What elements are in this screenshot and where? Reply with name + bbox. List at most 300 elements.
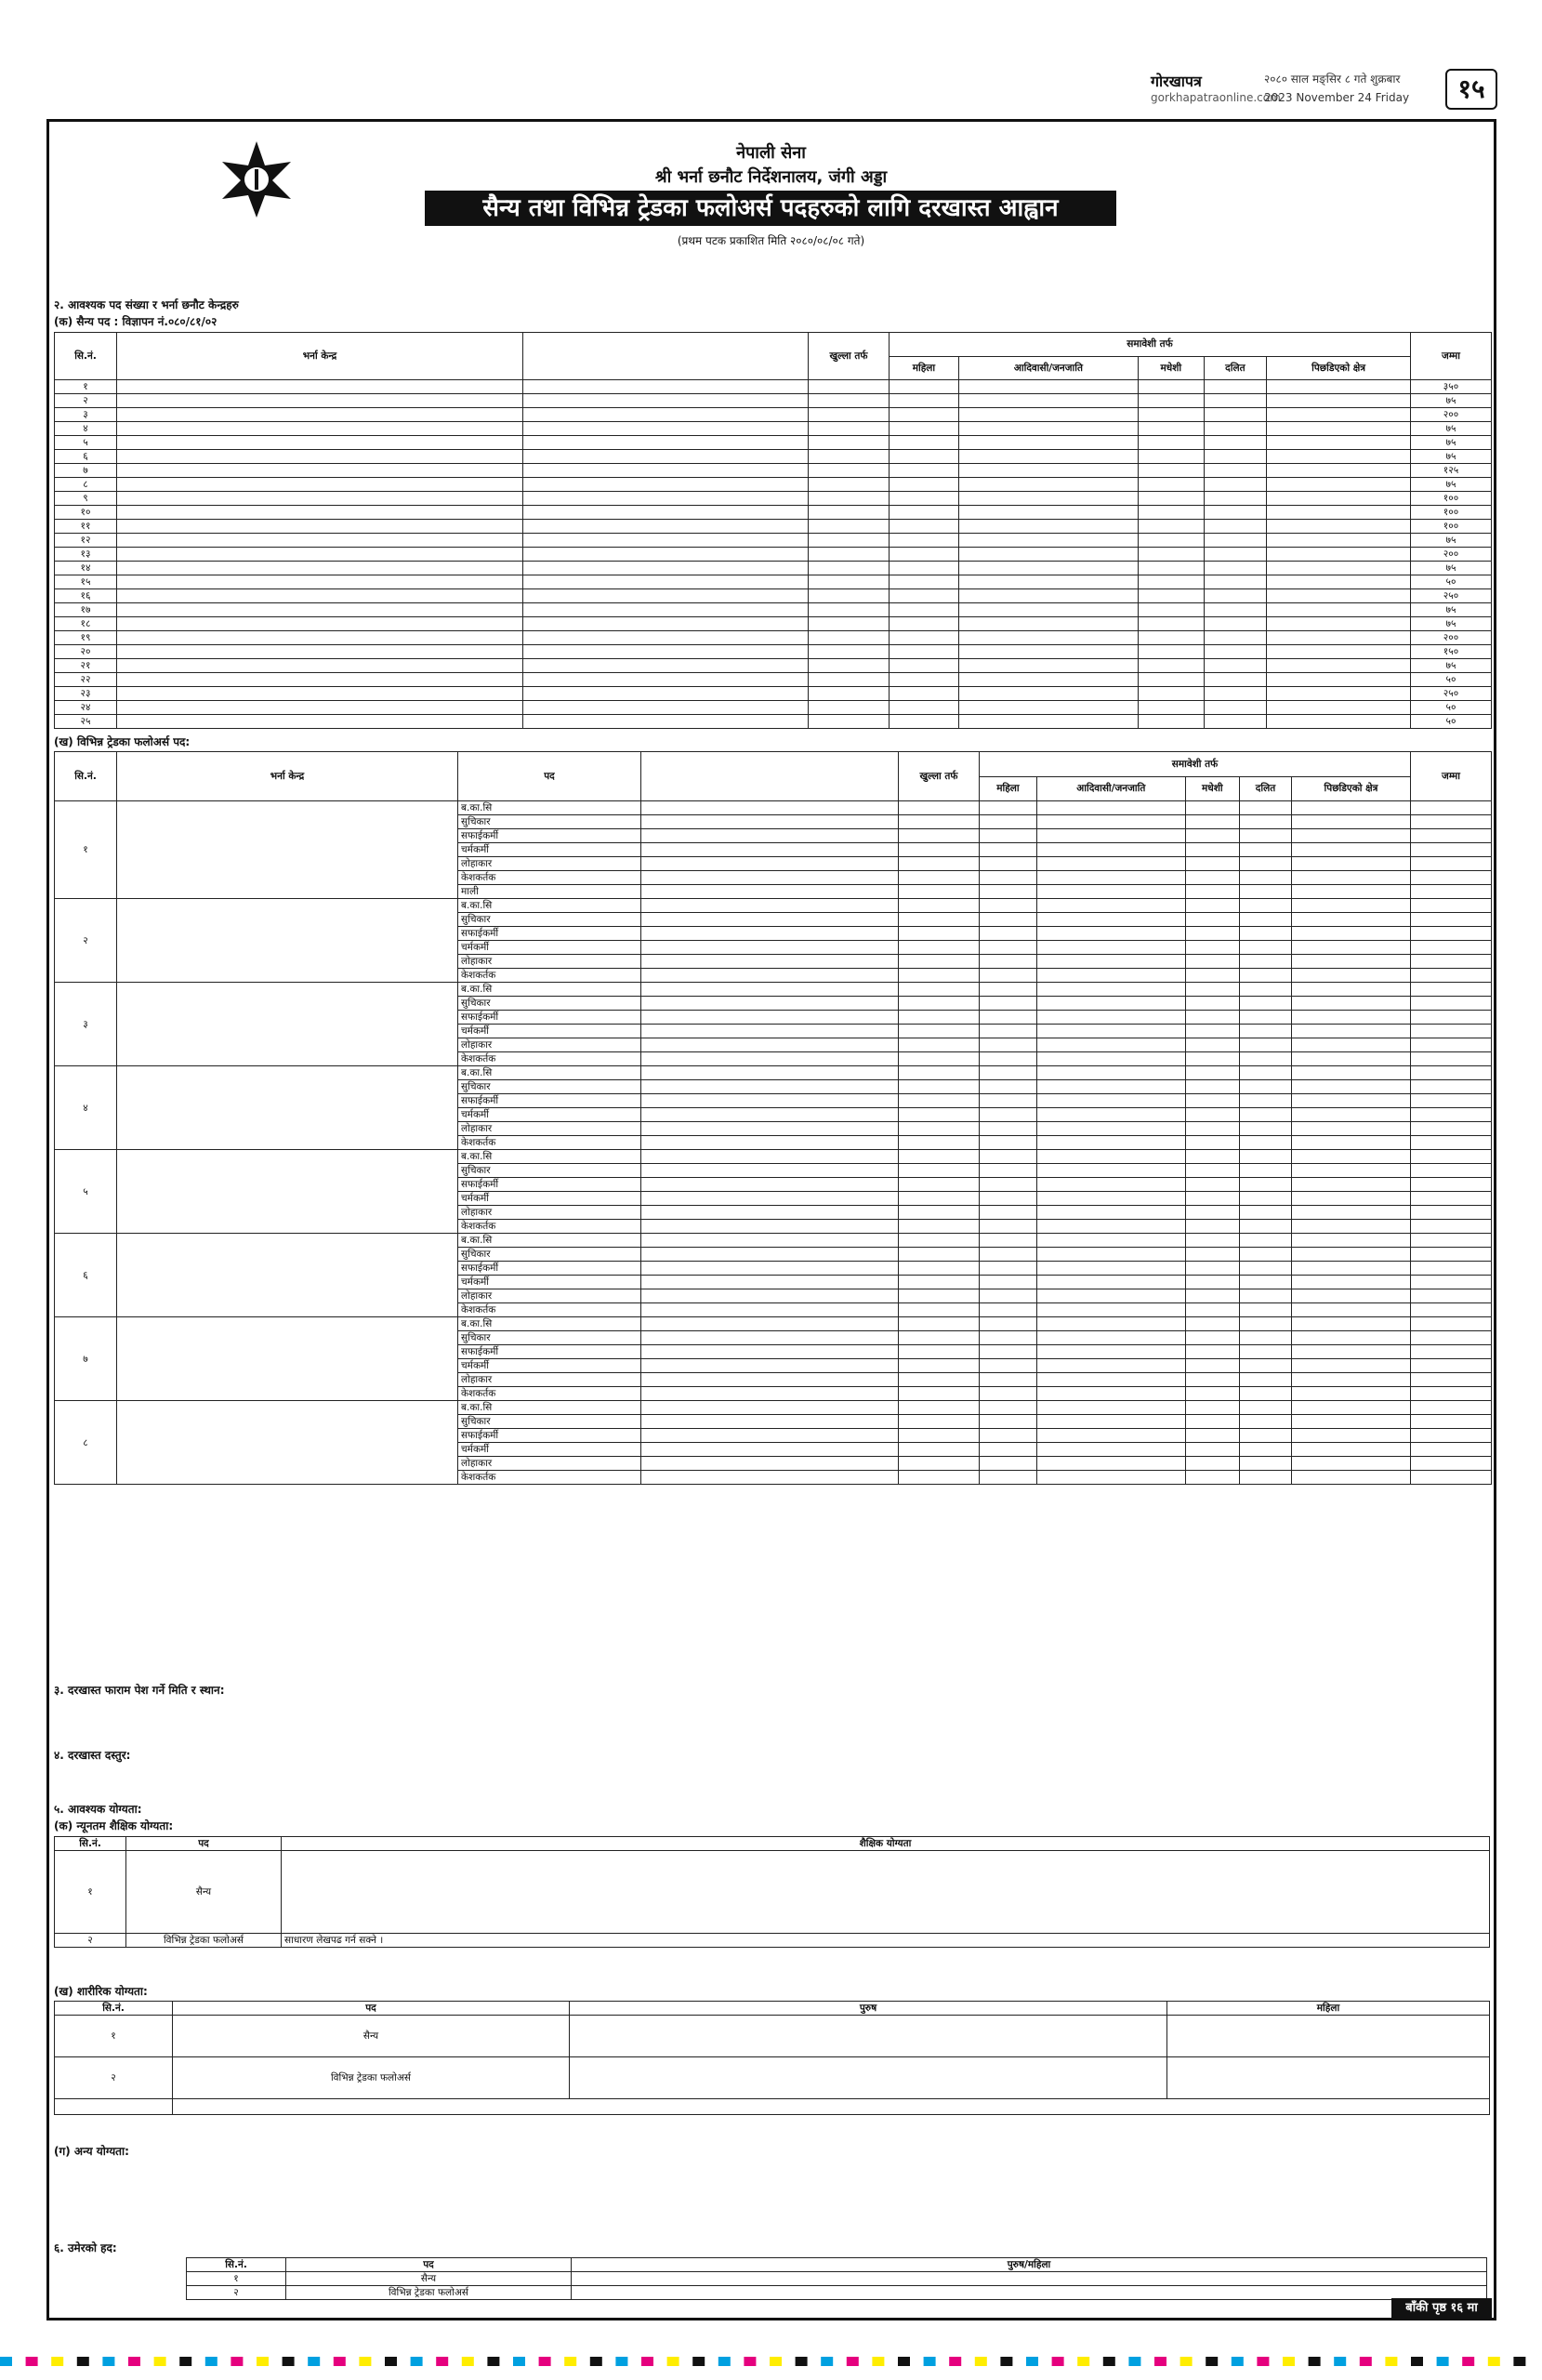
table-cell: [958, 548, 1138, 562]
center-sn: २: [55, 899, 117, 983]
table-cell: [1291, 1108, 1410, 1122]
table-cell: [1411, 969, 1492, 983]
phys-row2-female: [1167, 2057, 1490, 2099]
table-cell: [641, 1317, 899, 1331]
table-cell: [1411, 1248, 1492, 1262]
table-cell: [117, 506, 523, 520]
table-cell: [1139, 450, 1205, 464]
table-cell: २१: [55, 659, 117, 673]
table-cell: [1267, 492, 1411, 506]
color-swatch: [1206, 2357, 1218, 2366]
table-cell: [523, 673, 809, 687]
table-cell: [641, 1471, 899, 1485]
table-cell: ८: [55, 478, 117, 492]
table-cell: [1291, 1345, 1410, 1359]
color-swatch: [744, 2357, 756, 2366]
table-cell: [980, 1066, 1037, 1080]
table-cell: ७५: [1411, 436, 1492, 450]
table-cell: [980, 1094, 1037, 1108]
table-cell: [980, 1289, 1037, 1303]
table-cell: [958, 631, 1138, 645]
table-cell: [899, 1387, 980, 1401]
table-cell: [1411, 1457, 1492, 1471]
table-cell: [523, 464, 809, 478]
table-cell: [809, 687, 890, 701]
table-cell: [1139, 506, 1205, 520]
table-cell: [899, 1011, 980, 1025]
th2-post: पद: [458, 752, 641, 801]
color-swatch: [102, 2357, 114, 2366]
table-cell: [1204, 422, 1267, 436]
th2-martyr-family: [641, 752, 899, 801]
table-cell: [117, 562, 523, 575]
table-cell: [890, 534, 959, 548]
table-cell: [890, 408, 959, 422]
table-cell: [1411, 829, 1492, 843]
table-cell: [1139, 645, 1205, 659]
table-cell: [1411, 1011, 1492, 1025]
table-cell: [1036, 1011, 1185, 1025]
table-cell: [1411, 1150, 1492, 1164]
edu-row1-qual: [282, 1851, 1490, 1934]
table-cell: [117, 631, 523, 645]
color-swatch: [872, 2357, 884, 2366]
table-cell: [890, 436, 959, 450]
table-cell: [1204, 687, 1267, 701]
phys-row1-male: [570, 2016, 1167, 2057]
table-cell: [890, 464, 959, 478]
table-cell: [1411, 843, 1492, 857]
table-cell: [980, 843, 1037, 857]
table-cell: [1204, 436, 1267, 450]
table-cell: [899, 1052, 980, 1066]
org-name: नेपाली सेना: [736, 143, 806, 163]
table-row: [55, 673, 1492, 687]
table-cell: [641, 1220, 899, 1234]
table-cell: [899, 843, 980, 857]
table-cell: [899, 1276, 980, 1289]
qual-edu-heading: (क) न्यूनतम शैक्षिक योग्यता:: [54, 1819, 174, 1832]
table-cell: [899, 1373, 980, 1387]
center-name: [117, 1234, 458, 1317]
table-cell: १३: [55, 548, 117, 562]
table-row: [55, 631, 1492, 645]
table-cell: [809, 478, 890, 492]
table-cell: [899, 1401, 980, 1415]
table-cell: [1291, 1373, 1410, 1387]
post-name: सुचिकार: [458, 1164, 641, 1178]
th-phys-post: पद: [173, 2002, 570, 2016]
table-cell: १९: [55, 631, 117, 645]
post-name: सफाईकर्मी: [458, 1011, 641, 1025]
table-cell: [1240, 955, 1292, 969]
color-swatch: [308, 2357, 320, 2366]
table-cell: [1240, 1136, 1292, 1150]
table-cell: [1291, 1038, 1410, 1052]
th-sn: सि.नं.: [55, 333, 117, 380]
table-cell: [1185, 1429, 1239, 1443]
table-cell: [980, 1401, 1037, 1415]
table-cell: [890, 548, 959, 562]
table-cell: [1036, 899, 1185, 913]
age-row2-post: विभिन्न ट्रेडका फलोअर्स: [286, 2286, 572, 2300]
table-row: [55, 1234, 1492, 1248]
table-cell: [1411, 1234, 1492, 1248]
center-sn: ३: [55, 983, 117, 1066]
table-cell: [980, 969, 1037, 983]
table-cell: [641, 1248, 899, 1262]
color-swatch: [770, 2357, 782, 2366]
dept-name: श्री भर्ना छनौट निर्देशनालय, जंगी अड्डा: [654, 167, 888, 187]
post-name: केशकर्तक: [458, 1052, 641, 1066]
table-cell: [1411, 997, 1492, 1011]
table-cell: ५०: [1411, 715, 1492, 729]
table-cell: [1036, 1080, 1185, 1094]
table-cell: [899, 1066, 980, 1080]
table-cell: [523, 408, 809, 422]
table-cell: [523, 394, 809, 408]
table-cell: [1291, 1052, 1410, 1066]
table-cell: [1240, 815, 1292, 829]
phys-row1-sn: १: [55, 2016, 173, 2057]
table-cell: [641, 857, 899, 871]
table-cell: [1291, 1359, 1410, 1373]
post-name: चर्मकर्मी: [458, 941, 641, 955]
table-cell: [641, 1052, 899, 1066]
table-cell: [1139, 436, 1205, 450]
center-sn: ५: [55, 1150, 117, 1234]
center-name: [117, 1401, 458, 1485]
table-cell: [958, 408, 1138, 422]
table-cell: [1204, 589, 1267, 603]
table-cell: [1185, 1331, 1239, 1345]
table-cell: [980, 1122, 1037, 1136]
table-row: [55, 1317, 1492, 1331]
table-cell: १०: [55, 506, 117, 520]
table-cell: [809, 589, 890, 603]
table-cell: [899, 899, 980, 913]
center-name: [117, 1150, 458, 1234]
table-cell: [1139, 575, 1205, 589]
table-cell: [1240, 1206, 1292, 1220]
table-cell: [1204, 673, 1267, 687]
table-cell: [1291, 1471, 1410, 1485]
table-cell: [1411, 1038, 1492, 1052]
table-cell: [1185, 843, 1239, 857]
table-cell: [1291, 843, 1410, 857]
table-cell: [958, 394, 1138, 408]
table-cell: १२५: [1411, 464, 1492, 478]
table-cell: [1267, 380, 1411, 394]
table-cell: [958, 380, 1138, 394]
th2-total: जम्मा: [1411, 752, 1492, 801]
table-cell: [1267, 436, 1411, 450]
th-sub-3: दलित: [1204, 356, 1267, 380]
table-cell: [641, 1373, 899, 1387]
table-cell: [899, 1415, 980, 1429]
table-cell: [899, 1359, 980, 1373]
table-cell: [1139, 408, 1205, 422]
table-cell: [958, 492, 1138, 506]
th-edu-qual: शैक्षिक योग्यता: [282, 1837, 1490, 1851]
table-cell: [1291, 1429, 1410, 1443]
table-cell: [1185, 1443, 1239, 1457]
table-cell: [1036, 1192, 1185, 1206]
table-cell: [1185, 1289, 1239, 1303]
table-cell: [523, 548, 809, 562]
table-cell: [1185, 1359, 1239, 1373]
table-cell: [809, 603, 890, 617]
color-swatch: [359, 2357, 371, 2366]
post-name: चर्मकर्मी: [458, 1192, 641, 1206]
table-cell: [1139, 603, 1205, 617]
table-cell: [1291, 801, 1410, 815]
table-cell: [1240, 1178, 1292, 1192]
color-swatch: [564, 2357, 576, 2366]
table-cell: [117, 464, 523, 478]
table-cell: [899, 815, 980, 829]
th-martyr-family: [523, 333, 809, 380]
center-name: [117, 801, 458, 899]
age-row1-post: सैन्य: [286, 2272, 572, 2286]
table-cell: [980, 1457, 1037, 1471]
table-cell: [117, 715, 523, 729]
notice-title: सैन्य तथा विभिन्न ट्रेडका फलोअर्स पदहरुको लागि दरखास्त आह्वान: [425, 191, 1116, 226]
table-cell: [523, 701, 809, 715]
table-cell: [890, 450, 959, 464]
table-cell: [1185, 1192, 1239, 1206]
table-cell: [958, 687, 1138, 701]
print-color-bar: [0, 2357, 1542, 2366]
table-cell: [899, 1303, 980, 1317]
table-cell: [117, 548, 523, 562]
table-cell: [641, 1150, 899, 1164]
table-row: [55, 394, 1492, 408]
table-cell: [890, 422, 959, 436]
th2-sn: सि.नं.: [55, 752, 117, 801]
table-cell: [890, 562, 959, 575]
table-cell: [641, 1331, 899, 1345]
table-cell: [1267, 715, 1411, 729]
color-swatch: [692, 2357, 705, 2366]
table-cell: [809, 506, 890, 520]
table-cell: [1240, 843, 1292, 857]
table-cell: [1036, 1150, 1185, 1164]
post-name: ब.का.सि: [458, 983, 641, 997]
color-swatch: [949, 2357, 961, 2366]
post-name: ब.का.सि: [458, 899, 641, 913]
table-cell: [1185, 1206, 1239, 1220]
table-cell: [1240, 1276, 1292, 1289]
table-cell: [980, 1359, 1037, 1373]
table-cell: [1036, 1052, 1185, 1066]
table-cell: [1139, 520, 1205, 534]
table-cell: [1240, 1038, 1292, 1052]
th-open: खुल्ला तर्फ: [809, 333, 890, 380]
table-cell: [899, 871, 980, 885]
table-cell: [1036, 997, 1185, 1011]
edu-row2-sn: २: [55, 1934, 126, 1948]
table-cell: [1204, 631, 1267, 645]
table-cell: [1185, 927, 1239, 941]
post-name: ब.का.सि: [458, 1066, 641, 1080]
table-cell: [1291, 1457, 1410, 1471]
table-row: [55, 492, 1492, 506]
table-cell: [641, 1206, 899, 1220]
post-name: सुचिकार: [458, 815, 641, 829]
table-cell: [809, 701, 890, 715]
table-cell: [1291, 899, 1410, 913]
table-cell: १: [55, 380, 117, 394]
table-cell: [1036, 1262, 1185, 1276]
post-name: ब.का.सि: [458, 1234, 641, 1248]
post-name: चर्मकर्मी: [458, 1276, 641, 1289]
table-cell: [809, 380, 890, 394]
table-cell: [899, 969, 980, 983]
color-swatch: [615, 2357, 627, 2366]
table-cell: [1036, 1401, 1185, 1415]
table-cell: [958, 603, 1138, 617]
table-cell: [890, 478, 959, 492]
table-cell: [958, 673, 1138, 687]
table-cell: [890, 492, 959, 506]
table-cell: [1291, 815, 1410, 829]
table-cell: [1411, 1429, 1492, 1443]
table-cell: २२: [55, 673, 117, 687]
table-cell: [523, 478, 809, 492]
table-cell: १५: [55, 575, 117, 589]
table-cell: [1291, 941, 1410, 955]
table-cell: [1204, 715, 1267, 729]
table-cell: [809, 450, 890, 464]
table-cell: [641, 1136, 899, 1150]
table-cell: [117, 617, 523, 631]
table-cell: [641, 1122, 899, 1136]
color-swatch: [411, 2357, 423, 2366]
table-cell: [899, 1234, 980, 1248]
table-cell: [1185, 1122, 1239, 1136]
table-cell: [1036, 857, 1185, 871]
table-cell: [641, 1429, 899, 1443]
table-cell: [1291, 1122, 1410, 1136]
table-cell: [1411, 1052, 1492, 1066]
table-cell: [1411, 899, 1492, 913]
table-cell: २: [55, 394, 117, 408]
table-cell: [1291, 1206, 1410, 1220]
table-cell: [899, 983, 980, 997]
table-cell: [1267, 450, 1411, 464]
th2-open: खुल्ला तर्फ: [899, 752, 980, 801]
color-swatch: [1257, 2357, 1269, 2366]
table-cell: [1036, 843, 1185, 857]
center-sn: ७: [55, 1317, 117, 1401]
table-cell: [641, 1164, 899, 1178]
table-row: [55, 801, 1492, 815]
table-cell: [1291, 1317, 1410, 1331]
age-row1-limit: [572, 2272, 1487, 2286]
table-cell: [641, 955, 899, 969]
table-cell: [809, 631, 890, 645]
table-cell: [1411, 1262, 1492, 1276]
table-cell: [1291, 997, 1410, 1011]
table-cell: [1036, 941, 1185, 955]
table-cell: [809, 408, 890, 422]
table-cell: [1036, 1345, 1185, 1359]
table-cell: [899, 1220, 980, 1234]
table-cell: [1411, 941, 1492, 955]
table-cell: [1240, 1052, 1292, 1066]
table-cell: [1185, 1248, 1239, 1262]
table-cell: [899, 1206, 980, 1220]
table-cell: [1036, 983, 1185, 997]
table-cell: २५०: [1411, 589, 1492, 603]
table-cell: [1411, 857, 1492, 871]
table-cell: [980, 829, 1037, 843]
table-row: [55, 617, 1492, 631]
table-row: [55, 1066, 1492, 1080]
table-cell: [980, 1206, 1037, 1220]
table-cell: [980, 1276, 1037, 1289]
table-row: [55, 645, 1492, 659]
table-cell: [641, 815, 899, 829]
table-cell: [1185, 955, 1239, 969]
table-cell: [899, 829, 980, 843]
table-cell: [641, 969, 899, 983]
table-cell: [1139, 562, 1205, 575]
table-cell: [1240, 1234, 1292, 1248]
table-cell: ५०: [1411, 701, 1492, 715]
table-cell: [1411, 913, 1492, 927]
table-cell: [809, 534, 890, 548]
color-swatch: [462, 2357, 474, 2366]
table-cell: [899, 1094, 980, 1108]
table-cell: [958, 715, 1138, 729]
table-cell: [641, 1359, 899, 1373]
color-swatch: [796, 2357, 808, 2366]
table-cell: [1411, 1206, 1492, 1220]
table-cell: [1291, 1220, 1410, 1234]
table-cell: [980, 1220, 1037, 1234]
table-cell: [523, 617, 809, 631]
post-name: केशकर्तक: [458, 871, 641, 885]
table-cell: [1036, 1108, 1185, 1122]
table-cell: [641, 1289, 899, 1303]
color-swatch: [1334, 2357, 1346, 2366]
table-cell: [1291, 1192, 1410, 1206]
table-cell: [641, 927, 899, 941]
table-cell: [899, 1429, 980, 1443]
table-cell: [1204, 617, 1267, 631]
table-follower-posts: [54, 751, 1492, 1485]
section-5-heading: ५. आवश्यक योग्यता:: [54, 1803, 142, 1816]
table-cell: [809, 422, 890, 436]
table-cell: [1036, 1136, 1185, 1150]
table-cell: [958, 478, 1138, 492]
post-name: ब.का.सि: [458, 801, 641, 815]
table-cell: [1185, 997, 1239, 1011]
th-age-sn: सि.नं.: [187, 2258, 286, 2272]
table-row: [55, 983, 1492, 997]
table-cell: [809, 394, 890, 408]
table-cell: [1036, 1359, 1185, 1373]
table-row: [55, 1150, 1492, 1164]
table-cell: [980, 1234, 1037, 1248]
table-cell: [1139, 380, 1205, 394]
table-cell: [1036, 1164, 1185, 1178]
table-cell: [1139, 589, 1205, 603]
table-cell: ७५: [1411, 394, 1492, 408]
table-cell: [980, 955, 1037, 969]
